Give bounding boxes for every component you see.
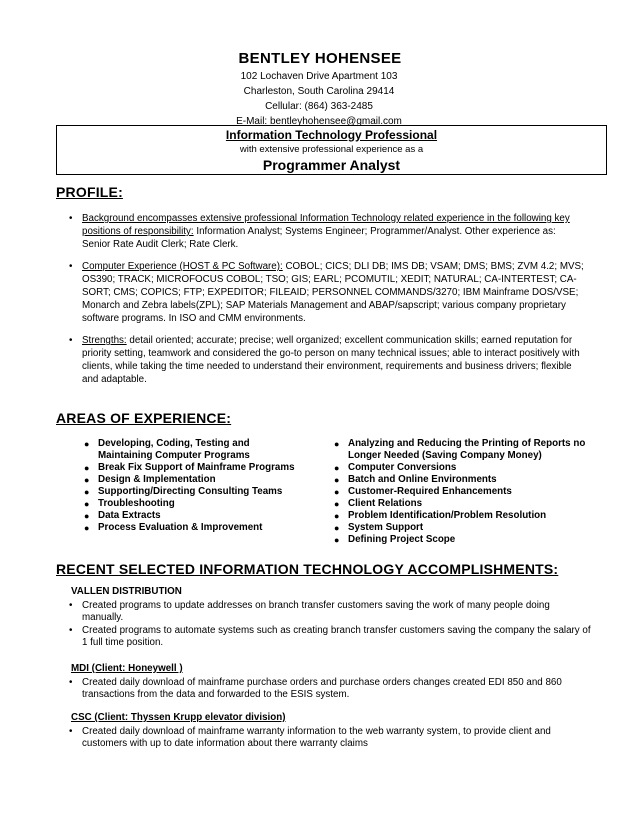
profile-item-text: detail oriented; accurate; precise; well organized; excellent communication skills; earned reputation for priority setting, teamwork and considered the go-to person on many technical issues; able to interact positively with clients, while taking the time needed to understand their environment, requirements and business drivers; flexible and adaptable. xyxy=(82,335,580,385)
bullet-icon: • xyxy=(69,676,73,688)
area-item xyxy=(306,522,596,534)
objective-role: Programmer Analyst xyxy=(262,156,401,173)
area-item xyxy=(56,486,306,498)
area-item-text: Design & Implementation xyxy=(98,474,216,485)
area-item xyxy=(306,486,596,498)
accomplishment-item xyxy=(56,600,591,625)
accomplishment-text: Created programs to update addresses on branch transfer customers saving the work of many people doing manually. xyxy=(82,599,550,624)
area-item-text: Client Relations xyxy=(348,498,423,509)
bullet-icon: ● xyxy=(334,439,340,449)
profile-list xyxy=(56,212,586,395)
bullet-icon: • xyxy=(69,261,73,272)
bullet-icon: ● xyxy=(334,463,340,473)
phone-line: Cellular: (864) 363-2485 xyxy=(265,100,373,112)
bullet-icon: ● xyxy=(334,475,340,485)
profile-item-lead: Computer Experience (HOST & PC Software): xyxy=(82,261,283,272)
bullet-icon: ● xyxy=(84,463,90,473)
bullet-icon: • xyxy=(69,599,73,611)
bullet-icon: • xyxy=(69,624,73,636)
email-line: E-Mail: bentleyhohensee@gmail.com xyxy=(236,115,402,127)
bullet-icon: ● xyxy=(84,523,90,533)
area-item xyxy=(56,522,306,534)
area-item xyxy=(306,462,596,474)
area-item-text: Analyzing and Reducing the Printing of Reports no Longer Needed (Saving Company Money) xyxy=(348,438,586,461)
accomplishment-item xyxy=(56,677,591,702)
area-item-text: Computer Conversions xyxy=(348,462,457,473)
objective-title: Information Technology Professional xyxy=(225,128,438,142)
bullet-icon: ● xyxy=(334,499,340,509)
accomplishment-list xyxy=(56,726,591,751)
bullet-icon: ● xyxy=(84,439,90,449)
areas-left-column xyxy=(56,438,306,546)
area-item-text: Customer-Required Enhancements xyxy=(348,486,512,497)
areas-right-column xyxy=(306,438,596,546)
area-item-text: Data Extracts xyxy=(98,510,161,521)
area-item-text: Problem Identification/Problem Resolution xyxy=(348,510,547,521)
company-name: CSC (Client: Thyssen Krupp elevator division) xyxy=(71,712,286,723)
profile-item-text: Information Analyst; Systems Engineer; Programmer/Analyst. Other experience as: Senior Rate Audit Clerk; Rate Clerk. xyxy=(82,226,556,250)
bullet-icon: • xyxy=(69,725,73,737)
accomplishments-heading: RECENT SELECTED INFORMATION TECHNOLOGY ACCOMPLISHMENTS: xyxy=(56,561,559,577)
area-item xyxy=(306,498,596,510)
profile-item-text: COBOL; CICS; DLI DB; IMS DB; VSAM; DMS; BMS; ZVM 4.2; MVS; OS390; TRACK; MICROFOCUS COBOL; TSO; GIS; EARL; PCOMUTIL; XEDIT; NATURAL; CA-INTERTEST; CA-SORT; CMS; COPICS; FTP; EXPEDITOR; FILEAID; PERSONNEL COMMANDS/3270; IBM Mainframe DOS/VSE; Monarch and Zebra labels(ZPL); SAP Materials Management and ABAP/sapscript; various company proprietary software programs. In ISO and CMM environments. xyxy=(82,261,584,324)
area-item xyxy=(56,498,306,510)
company-block xyxy=(56,712,591,751)
area-item-text: Supporting/Directing Consulting Teams xyxy=(98,486,283,497)
bullet-icon: ● xyxy=(84,487,90,497)
area-item xyxy=(56,510,306,522)
accomplishment-text: Created daily download of mainframe purchase orders and purchase orders changes created EDI 850 and 860 transactions from the data and forwarded to the ESIS system. xyxy=(82,676,562,701)
area-item xyxy=(56,438,306,462)
area-item xyxy=(306,534,596,546)
area-item xyxy=(56,474,306,486)
candidate-name: BENTLEY HOHENSEE xyxy=(238,50,402,67)
profile-item xyxy=(56,334,586,386)
accomplishment-list xyxy=(56,677,591,702)
area-item-text: Batch and Online Environments xyxy=(348,474,497,485)
bullet-icon: ● xyxy=(334,523,340,533)
areas-of-experience xyxy=(56,438,596,546)
accomplishment-list xyxy=(56,600,591,650)
profile-item-lead: Strengths: xyxy=(82,335,127,346)
bullet-icon: ● xyxy=(334,487,340,497)
area-item-text: Break Fix Support of Mainframe Programs xyxy=(98,462,295,473)
area-item xyxy=(56,462,306,474)
area-item-text: Defining Project Scope xyxy=(348,534,456,545)
bullet-icon: ● xyxy=(334,535,340,545)
resume-header xyxy=(0,49,638,129)
address-line: 102 Lochaven Drive Apartment 103 xyxy=(240,70,398,82)
objective-box xyxy=(56,125,607,175)
bullet-icon: ● xyxy=(84,511,90,521)
company-block xyxy=(56,663,591,702)
bullet-icon: • xyxy=(69,335,73,346)
company-name: MDI (Client: Honeywell ) xyxy=(71,663,183,674)
area-item xyxy=(306,438,596,462)
profile-heading: PROFILE: xyxy=(56,184,123,200)
profile-item xyxy=(56,260,586,325)
area-item-text: Developing, Coding, Testing and Maintaining Computer Programs xyxy=(98,438,250,461)
accomplishment-text: Created programs to automate systems such as creating branch transfer customers saving the company the salary of 1 full time position. xyxy=(82,624,591,649)
area-item-text: System Support xyxy=(348,522,424,533)
area-item xyxy=(306,510,596,522)
area-item-text: Troubleshooting xyxy=(98,498,175,509)
bullet-icon: • xyxy=(69,213,73,224)
bullet-icon: ● xyxy=(84,499,90,509)
area-item-text: Process Evaluation & Improvement xyxy=(98,522,263,533)
bullet-icon: ● xyxy=(84,475,90,485)
profile-item xyxy=(56,212,586,251)
area-item xyxy=(306,474,596,486)
objective-subtitle: with extensive professional experience as a xyxy=(239,143,424,155)
profile-item-lead: Background encompasses extensive professional Information Technology related experience in the following key positions of responsibility: xyxy=(82,213,570,237)
bullet-icon: ● xyxy=(334,511,340,521)
accomplishment-item xyxy=(56,726,591,751)
city-line: Charleston, South Carolina 29414 xyxy=(243,85,395,97)
company-name: VALLEN DISTRIBUTION xyxy=(71,586,182,597)
accomplishment-text: Created daily download of mainframe warranty information to the web warranty system, to provide client and customers with up to date information about there warranty claims xyxy=(82,725,551,750)
areas-heading: AREAS OF EXPERIENCE: xyxy=(56,410,232,426)
company-block xyxy=(56,586,591,650)
accomplishment-item xyxy=(56,625,591,650)
